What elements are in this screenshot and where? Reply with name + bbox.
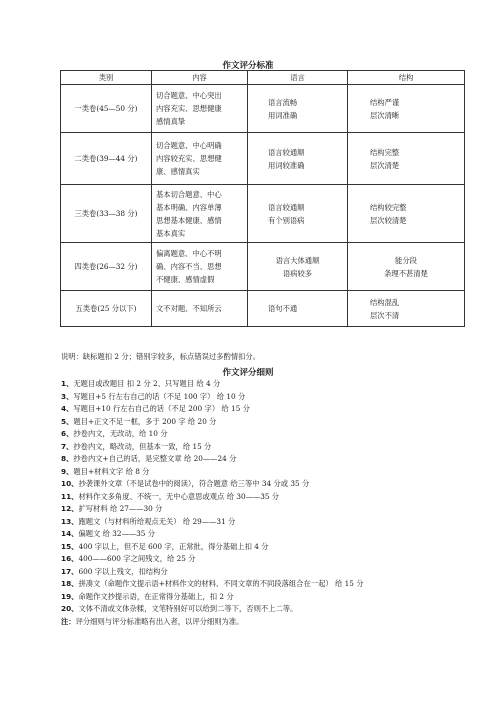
item-number: 4、	[61, 404, 74, 413]
content-line: 基本明确、内容单薄	[156, 202, 222, 212]
scoring-standard-title: 作文评分标准	[222, 61, 274, 71]
language-line: 语言较通顺	[268, 147, 305, 157]
item-number: 18、	[61, 579, 79, 588]
structure-line: 结构完整	[370, 147, 400, 157]
list-item	[61, 541, 491, 554]
row-language	[248, 185, 348, 243]
language-line: 语句不通	[268, 304, 298, 313]
list-item	[61, 591, 491, 604]
row-content	[152, 243, 248, 291]
item-number: 17、	[61, 566, 79, 576]
row-category: 一类卷(45—50 分)	[61, 85, 152, 133]
item-number: 3、	[61, 391, 74, 401]
content-line: 切合题意、中心突出	[156, 91, 222, 100]
list-item	[61, 466, 491, 479]
item-number: 15、	[61, 541, 79, 551]
item-number: 14、	[61, 529, 79, 538]
content-line: 切合题意、中心明确	[156, 141, 222, 150]
item-text: 抄卷内文+自己的话，是完整文章 给 20——24 分	[73, 454, 237, 463]
content-line: 感情真挚	[156, 117, 186, 126]
row-category: 四类卷(26—32 分)	[61, 243, 152, 291]
language-line: 有个别语病	[268, 215, 305, 225]
row-language	[248, 85, 348, 133]
header-language: 语言	[248, 71, 348, 85]
list-item	[61, 478, 491, 491]
content-line: 不健康、感情虚假	[156, 275, 215, 284]
item-number: 11、	[61, 491, 79, 501]
item-text: 命题作文抄提示语，在正常得分基础上，扣 2 分	[78, 591, 234, 601]
item-text: 抄卷内文，无改动，给 10 分	[73, 429, 168, 438]
item-text: 文体不清或文体杂糅，文笔特别好可以给到二等下，否则不上二等。	[78, 604, 298, 613]
footnote	[61, 616, 491, 629]
content-line: 基本真实	[156, 228, 186, 238]
structure-line: 结构较完整	[370, 202, 407, 212]
structure-line: 层次不清	[370, 310, 400, 320]
list-item	[61, 553, 491, 566]
item-text: 抄卷内文，略改动，但基本一致，给 15 分	[73, 441, 212, 451]
item-text: 600 字以上残文，扣结构分	[78, 566, 168, 576]
deduction-note: 说明：缺标题扣 2 分；错别字较多，标点错误过多酌情扣分。	[61, 352, 260, 361]
row-content	[152, 185, 248, 243]
item-text: 材料作文多角度、不统一，无中心意思或观点 给 30——35 分	[78, 491, 280, 501]
item-text: 写题目+10 行左右自己的话（不足 200 字） 给 15 分	[73, 404, 250, 413]
item-text: 扩写材料 给 27——30 分	[78, 504, 163, 513]
item-text: 400——600 字之间残文，给 25 分	[78, 554, 196, 563]
item-text: 题目+材料文字 给 8 分	[73, 466, 150, 476]
list-item	[61, 378, 491, 391]
table-row	[61, 85, 465, 133]
item-number: 16、	[61, 554, 79, 563]
list-item	[61, 441, 491, 454]
header-content: 内容	[152, 71, 248, 85]
row-language	[248, 291, 348, 327]
content-line: 确、内容不当、思想	[156, 262, 222, 271]
content-line: 文不对题、不知所云	[156, 304, 222, 313]
table-row	[61, 185, 465, 243]
row-category: 三类卷(33—38 分)	[61, 185, 152, 243]
row-language	[248, 243, 348, 291]
item-number: 19、	[61, 591, 79, 601]
list-item	[61, 453, 491, 466]
row-structure	[348, 243, 465, 291]
language-line: 语言流畅	[268, 97, 298, 107]
item-text: 题目+正文不足一框，多于 200 字 给 20 分	[73, 416, 217, 426]
list-item	[61, 391, 491, 404]
item-number: 5、	[61, 416, 74, 426]
item-text: 写题目+5 行左右自己的话（不足 100 字） 给 10 分	[73, 391, 246, 401]
language-line: 用词准确	[268, 110, 298, 120]
list-item	[61, 491, 491, 504]
structure-line: 结构混乱	[370, 297, 400, 307]
row-structure	[348, 291, 465, 327]
row-structure	[348, 185, 465, 243]
header-category: 类别	[61, 71, 152, 85]
row-category: 二类卷(39—44 分)	[61, 133, 152, 185]
language-line: 语病较多	[282, 268, 313, 278]
item-number: 8、	[61, 454, 74, 463]
item-number: 9、	[61, 466, 74, 476]
item-text: 抄袭课外文章（不是试卷中的阅读），符合题意 给三等中 34 分或 35 分	[78, 479, 310, 488]
row-structure	[348, 85, 465, 133]
row-language	[248, 133, 348, 185]
content-line: 偏离题意、中心不明	[156, 249, 222, 258]
table-row	[61, 291, 465, 327]
structure-line: 层次清晰	[370, 110, 400, 120]
item-number: 1、	[61, 379, 74, 388]
row-category: 五类卷(25 分以下)	[61, 291, 152, 327]
item-number: 7、	[61, 441, 74, 451]
content-line: 思想基本健康、感情	[156, 215, 222, 225]
content-line: 内容较充实、思想健	[156, 154, 222, 163]
table-header-row	[61, 71, 465, 85]
list-item	[61, 428, 491, 441]
list-item	[61, 503, 491, 516]
language-line: 语言大体通顺	[275, 255, 320, 265]
list-item	[61, 516, 491, 529]
list-item	[61, 578, 491, 591]
item-text: 跑题文（与材料所给观点无关） 给 29——31 分	[78, 516, 236, 526]
content-line: 康、感情真实	[156, 167, 200, 176]
list-item	[61, 603, 491, 616]
list-item	[61, 416, 491, 429]
list-item	[61, 403, 491, 416]
item-text: 400 字以上，但不足 600 字，正常批，得分基础上扣 4 分	[78, 541, 269, 551]
structure-line: 层次清楚	[370, 160, 400, 170]
item-number: 12、	[61, 504, 79, 513]
footnote-lead: 注：	[61, 616, 76, 626]
row-content	[152, 291, 248, 327]
content-line: 基本切合题意、中心	[156, 189, 222, 199]
table-row	[61, 133, 465, 185]
language-line: 用词较准确	[268, 160, 305, 170]
list-item	[61, 566, 491, 579]
footnote-text: 评分细则与评分标准略有出入者，以评分细则为准。	[75, 616, 244, 626]
item-text: 拼凑文（命题作文提示语+材料作文的材料、不同文章的不同段落组合在一起） 给 15 分	[78, 579, 364, 588]
item-number: 20、	[61, 604, 79, 613]
list-item	[61, 528, 491, 541]
item-number: 13、	[61, 516, 79, 526]
item-text: 无题目或改题目 扣 2 分 2、只写题目 给 4 分	[73, 379, 221, 388]
structure-line: 层次较清楚	[370, 215, 407, 225]
item-text: 偏题文 给 32——35 分	[78, 529, 156, 538]
structure-line: 能分段	[395, 255, 417, 265]
language-line: 语言较通顺	[268, 202, 305, 212]
row-structure	[348, 133, 465, 185]
table-row	[61, 243, 465, 291]
row-content	[152, 85, 248, 133]
structure-line: 结构严谨	[370, 97, 400, 107]
scoring-standard-table	[60, 70, 465, 327]
row-content	[152, 133, 248, 185]
item-number: 10、	[61, 479, 79, 488]
content-line: 内容充实、思想健康	[156, 104, 222, 113]
scoring-rules-title: 作文评分细则	[222, 368, 274, 378]
structure-line: 条理不甚清楚	[384, 268, 428, 278]
item-number: 6、	[61, 429, 74, 438]
scoring-rules-list	[61, 378, 491, 628]
header-structure: 结构	[348, 71, 465, 85]
